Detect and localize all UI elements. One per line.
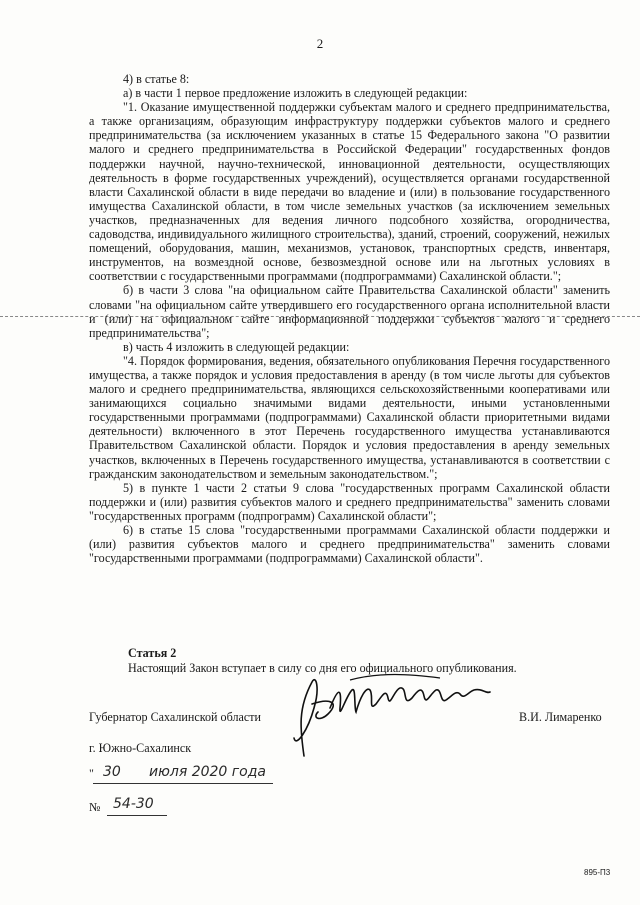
handwritten-day: 30 bbox=[103, 764, 121, 780]
page-number: 2 bbox=[316, 36, 324, 51]
number-underline bbox=[107, 815, 167, 816]
paragraph: а) в части 1 первое предложение изложить в следующей редакции: bbox=[123, 86, 468, 101]
paragraph: в) часть 4 изложить в следующей редакции: bbox=[123, 339, 350, 354]
paragraph: б) в части 3 слова "на официальном сайте Правительства Сахалинской области" заменить словами "на официальном сайте утвердившего его государственного органа исполнительной власти и (или) на официальном сайте информационной поддержки субъектов малого и среднего предпринимательства"; bbox=[89, 283, 610, 340]
governor-title: Губернатор Сахалинской области bbox=[89, 710, 261, 724]
paragraph: "4. Порядок формирования, ведения, обязательного опубликования Перечня государственного имущества, а также порядок и условия предоставления в аренду (в том числе льготы для субъектов малого и среднего предпринимательства, являющихся сельскохозяйственными кооперативами или занимающихся социально значимыми видами деятельности, иными установленными государственными программами (подпрограммами) Сахалинской области приоритетными видами деятельности) включенного в этот Перечень государственного имущества устанавливаются Правительством Сахалинской области. Порядок и условия предоставления в аренду земельных участков, включенных в Перечень государственного имущества, устанавливаются в соответствии с гражданским законодательством и земельным законодательством."; bbox=[89, 353, 610, 481]
article-2-title: Статья 2 bbox=[128, 646, 177, 660]
governor-name: В.И. Лимаренко bbox=[519, 710, 602, 724]
footer-code: 895-П3 bbox=[584, 868, 611, 877]
paragraph: "1. Оказание имущественной поддержки субъектам малого и среднего предпринимательства, а также организациям, образующим инфраструктуру поддержки субъектов малого и среднего предпринимательства (за исключением указанных в статье 15 Федерального закона "О развитии малого и среднего предпринимательства в Российской Федерации" государственных фондов поддержки научной, научно-технической, инновационной деятельности, осуществляющих деятельность в форме государственных учреждений), осуществляется органами государственной власти Сахалинской области в виде передачи во владение и (или) в пользование государственного имущества Сахалинской области, в том числе земельных участков (за исключением земельных участков, предназначенных для ведения личного подсобного хозяйства, огородничества, садоводства, индивидуального жилищного строительства), зданий, строений, сооружений, нежилых помещений, оборудования, машин, механизмов, установок, транспортных средств, инвентаря, инструментов, на возмездной основе, безвозмездной основе или на льготных условиях в соответствии с государственными программами (подпрограммами) Сахалинской области."; bbox=[89, 100, 610, 284]
handwritten-number: 54-30 bbox=[113, 796, 154, 812]
paragraph: 6) в статье 15 слова "государственными программами Сахалинской области поддержки и (или) развития субъектов малого и среднего предпринимательства" заменить словами "государственными программами (подпрограммами) Сахалинской области". bbox=[89, 523, 610, 566]
signing-date bbox=[89, 764, 289, 786]
number-sign: № bbox=[89, 800, 101, 814]
governor-signature bbox=[290, 668, 500, 763]
article-2-text: Настоящий Закон вступает в силу со дня его официального опубликования. bbox=[128, 661, 517, 675]
date-quote-mark: " bbox=[89, 766, 94, 780]
date-underline bbox=[93, 783, 273, 784]
city: г. Южно-Сахалинск bbox=[89, 741, 192, 755]
law-number bbox=[89, 796, 209, 816]
paragraph: 5) в пункте 1 части 2 статьи 9 слова "государственных программ Сахалинской области поддержки и (или) развития субъектов малого и среднего предпринимательства" заменить словами "государственных программ (подпрограмм) Сахалинской области"; bbox=[89, 480, 610, 523]
law-text bbox=[89, 72, 610, 565]
handwritten-month-year: июля 2020 года bbox=[149, 764, 266, 780]
paragraph: 4) в статье 8: bbox=[123, 72, 190, 86]
